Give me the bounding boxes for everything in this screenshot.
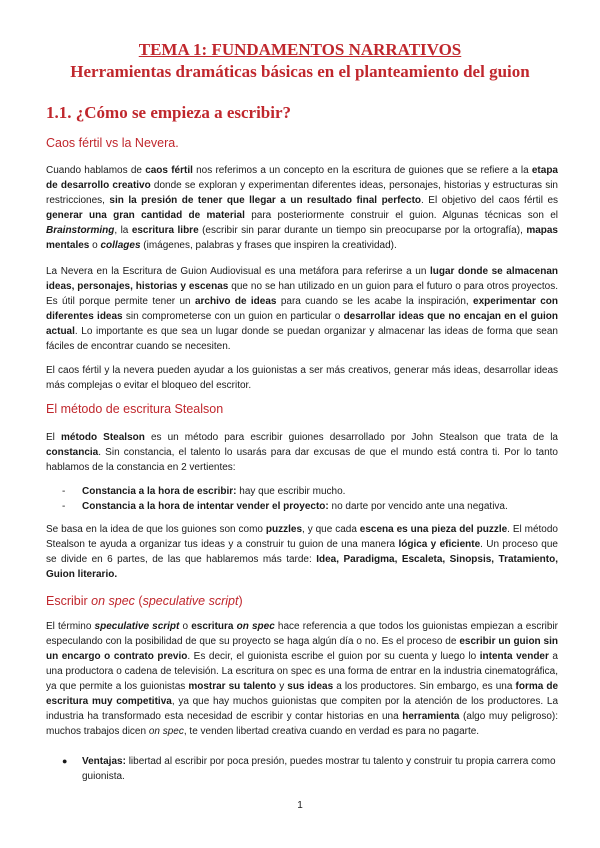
list-item: ● Ventajas: libertad al escribir por poca presión, puedes mostrar tu talento y construir tu propia carrera como guionista. bbox=[62, 756, 556, 782]
list-item: - Constancia a la hora de escribir: hay que escribir mucho. bbox=[62, 486, 346, 497]
caos-paragraph-2: La Nevera en la Escritura de Guion Audiovisual es una metáfora para referirse a un lugar donde se almacenan ideas, personajes, historias y escenas que no se han utilizado en un guion para el futuro o para otros proyectos. Es útil porque permite tener un archivo de ideas para cuando se les acabe la inspiración, experimentar con diferentes ideas sin comprometerse con un guion en particular o desarrollar ideas que no encajan en el guion actual. Lo importante es que sea un lugar donde se puedan organizar y almacenar las ideas de forma que sean fáciles de encontrar cuando se necesiten. bbox=[46, 266, 558, 352]
document-subtitle: Herramientas dramáticas básicas en el planteamiento del guion bbox=[70, 62, 530, 81]
document-title: TEMA 1: FUNDAMENTOS NARRATIVOS bbox=[138, 40, 462, 59]
list-item: - Constancia a la hora de intentar vender el proyecto: no darte por vencido ante una negativa. bbox=[62, 501, 508, 512]
spec-heading: Escribir on spec (speculative script) bbox=[46, 594, 243, 608]
bullet-icon: ● bbox=[62, 756, 68, 766]
section-heading: 1.1. ¿Cómo se empieza a escribir? bbox=[46, 103, 292, 122]
stealson-heading: El método de escritura Stealson bbox=[46, 402, 224, 416]
caos-paragraph-3: El caos fértil y la nevera pueden ayudar a los guionistas a ser más creativos, generar más ideas, desarrollar ideas más complejas o evitar el bloqueo del escritor. bbox=[46, 365, 558, 391]
page-number: 1 bbox=[297, 800, 303, 811]
spec-paragraph-1: El término speculative script o escritura on spec hace referencia a que todos los guionistas empiezan a escribir especulando con la posibilidad de que su proyecto se haga algún día o no. Es el proceso de escribir un guion sin un encargo o contrato previo. Es decir, el guionista escribe el guion por su cuenta y luego lo intenta vender a una productora o cadena de televisión. La escritura on spec es una forma de entrar en la industria cinematográfica, ya que permite a los guionistas mostrar su talento y sus ideas a los productores. Sin embargo, es una forma de escritura muy competitiva, ya que hay muchos guionistas que compiten por la atención de los productores. La industria ha transformado esta necesidad de escribir y contar historias en una herramienta (algo muy peligroso): muchos trabajos dicen on spec, te venden libertad creativa cuando en verdad es para no pagarte. bbox=[46, 621, 559, 737]
caos-paragraph-1: Cuando hablamos de caos fértil nos referimos a un concepto en la escritura de guiones que se refiere a la etapa de desarrollo creativo donde se exploran y experimentan diferentes ideas, personajes, historias y estructuras sin restricciones, sin la presión de tener que llegar a un resultado final perfecto. El objetivo del caos fértil es generar una gran cantidad de material para posteriormente construir el guion. Algunas técnicas son el Brainstorming, la escritura libre (escribir sin parar durante un tiempo sin preocuparse por la ortografía), mapas mentales o collages (imágenes, palabras y frases que inspiren la creatividad). bbox=[46, 165, 558, 251]
caos-heading: Caos fértil vs la Nevera. bbox=[46, 136, 179, 150]
stealson-paragraph-2: Se basa en la idea de que los guiones son como puzzles, y que cada escena es una pieza del puzzle. El método Stealson te ayuda a organizar tus ideas y a construir tu guion de una manera lógica y eficiente. Un proceso que se divide en 6 partes, de las que hablaremos más tarde: Idea, Paradigma, Escaleta, Sinopsis, Tratamiento, Guion literario. bbox=[46, 524, 558, 580]
stealson-paragraph-1: El método Stealson es un método para escribir guiones desarrollado por John Stealson que trata de la constancia. Sin constancia, el talento lo usarás para dar excusas de que el mundo está contra ti. Por lo tanto hablamos de la constancia en 2 vertientes: bbox=[46, 432, 558, 473]
